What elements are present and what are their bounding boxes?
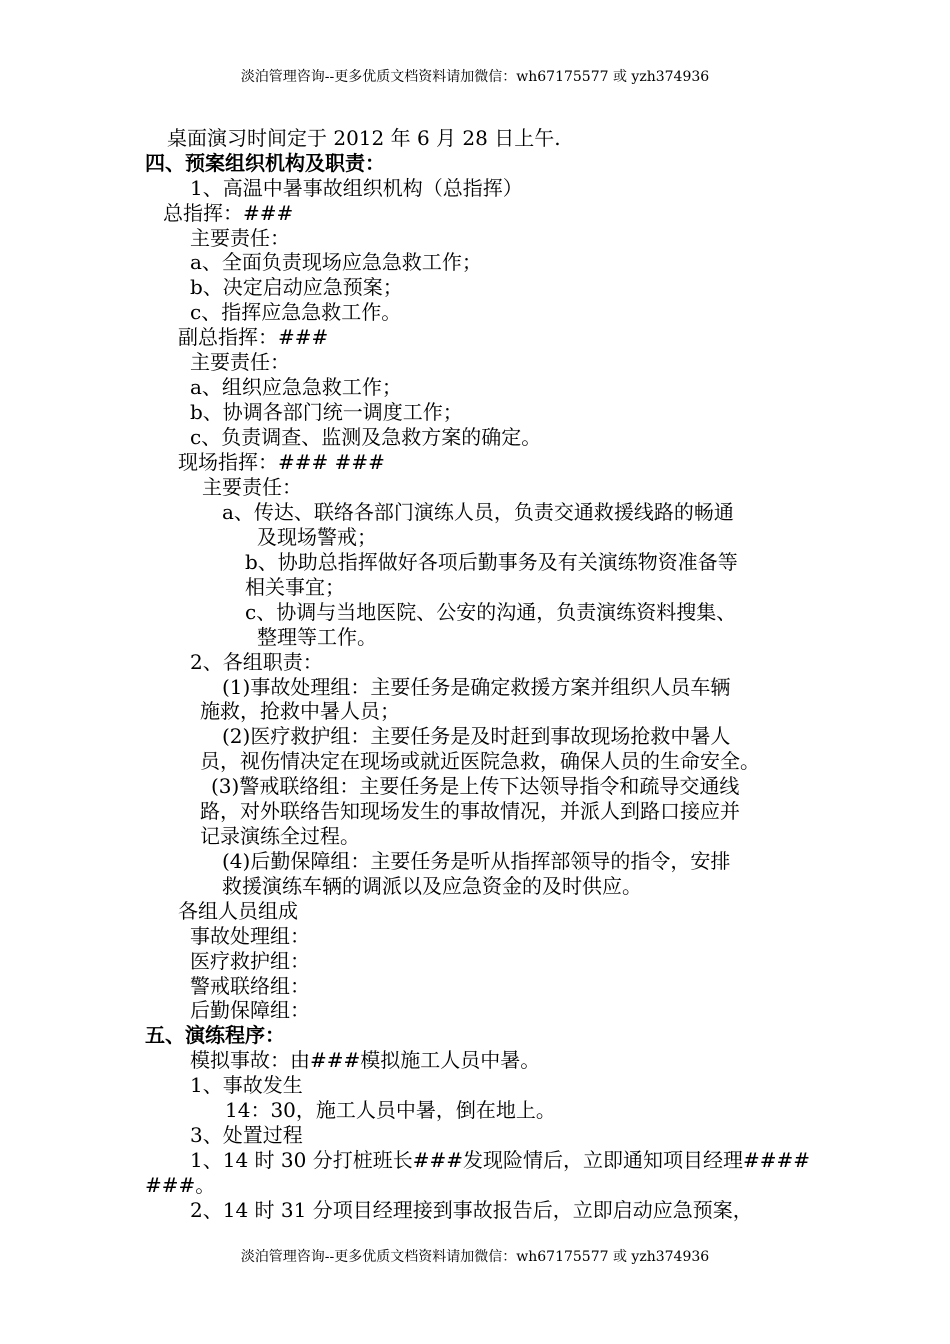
text-line: 3、处置过程 [190, 1123, 303, 1147]
text-line: b、决定启动应急预案； [190, 275, 403, 299]
text-line: (4)后勤保障组：主要任务是听从指挥部领导的指令，安排 [222, 849, 731, 873]
text-line: 主要责任： [202, 475, 302, 499]
text-line: 警戒联络组： [190, 974, 310, 998]
text-line: a、组织应急急救工作； [190, 375, 402, 399]
page-footer: 淡泊管理咨询--更多优质文档资料请加微信：wh67175577 或 yzh374936 [240, 1249, 710, 1265]
text-line: 各组人员组成 [178, 899, 298, 923]
text-line: 事故处理组： [190, 924, 310, 948]
text-line: 主要责任： [190, 350, 290, 374]
text-line: b、协调各部门统一调度工作； [190, 400, 463, 424]
text-line: 后勤保障组： [190, 998, 310, 1022]
text-line: 员，视伤情决定在现场或就近医院急救，确保人员的生命安全。 [200, 749, 760, 773]
text-line: a、传达、联络各部门演练人员，负责交通救援线路的畅通 [222, 500, 734, 524]
text-line: 副总指挥：### [178, 325, 329, 349]
text-line: 路，对外联络告知现场发生的事故情况，并派人到路口接应并 [200, 799, 740, 823]
text-line: c、指挥应急急救工作。 [190, 300, 402, 324]
text-line: 总指挥：### [163, 201, 294, 225]
text-line: 医疗救护组： [190, 949, 310, 973]
text-line: 桌面演习时间定于 2012 年 6 月 28 日上午. [167, 126, 561, 150]
text-line: (1)事故处理组：主要任务是确定救援方案并组织人员车辆 [222, 675, 731, 699]
text-line: a、全面负责现场应急急救工作； [190, 250, 482, 274]
text-line: 及现场警戒； [257, 525, 377, 549]
text-line: c、协调与当地医院、公安的沟通，负责演练资料搜集、 [245, 600, 737, 624]
text-line: 1、事故发生 [190, 1073, 303, 1097]
text-line: 施救，抢救中暑人员； [200, 699, 400, 723]
text-line: 主要责任： [190, 226, 290, 250]
text-line: 相关事宜； [245, 575, 345, 599]
text-line: 1、高温中暑事故组织机构（总指挥） [190, 176, 523, 200]
page-header: 淡泊管理咨询--更多优质文档资料请加微信：wh67175577 或 yzh374936 [240, 69, 710, 85]
text-line: 模拟事故：由###模拟施工人员中暑。 [190, 1048, 541, 1072]
text-line: (3)警戒联络组：主要任务是上传下达领导指令和疏导交通线 [211, 774, 740, 798]
section-heading: 四、预案组织机构及职责： [145, 151, 385, 175]
text-line: 14：30，施工人员中暑，倒在地上。 [225, 1098, 556, 1122]
section-heading: 五、演练程序： [145, 1023, 285, 1047]
text-line: 2、各组职责： [190, 650, 323, 674]
text-line: 2、14 时 31 分项目经理接到事故报告后，立即启动应急预案， [190, 1198, 753, 1222]
text-line: 救援演练车辆的调派以及应急资金的及时供应。 [222, 874, 642, 898]
text-line: ###。 [145, 1173, 216, 1197]
text-line: 1、14 时 30 分打桩班长###发现险情后，立即通知项目经理#### [190, 1148, 810, 1172]
text-line: b、协助总指挥做好各项后勤事务及有关演练物资准备等 [245, 550, 738, 574]
text-line: (2)医疗救护组：主要任务是及时赶到事故现场抢救中暑人 [222, 724, 731, 748]
text-line: 现场指挥：### ### [178, 450, 385, 474]
text-line: c、负责调查、监测及急救方案的确定。 [190, 425, 542, 449]
text-line: 整理等工作。 [257, 625, 377, 649]
text-line: 记录演练全过程。 [200, 824, 360, 848]
